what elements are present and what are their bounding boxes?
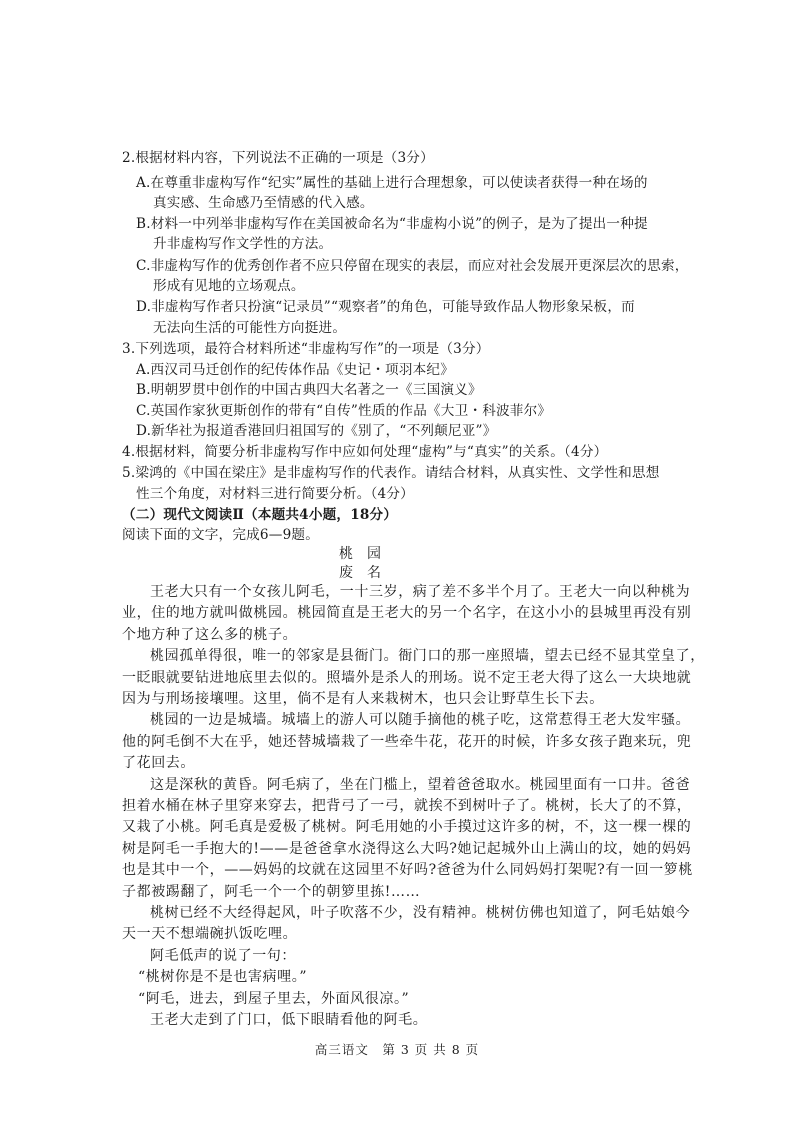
question-2-option-d-cont: 无法向生活的可能性方向挺进。 <box>153 320 347 336</box>
story-line: 又栽了小桃。阿毛真是爱极了桃树。阿毛用她的小手摸过这许多的树，不，这一棵一棵的 <box>122 819 692 836</box>
story-line: 一眨眼就要钻进地底里去似的。照墙外是杀人的刑场。说不定王老大得了这么一大块地就 <box>122 669 692 686</box>
story-line: 桃树已经不大经得起风，叶子吹落不少，没有精神。桃树仿佛也知道了，阿毛姑娘今 <box>150 905 691 921</box>
story-line: 个地方种了这么多的桃子。 <box>122 626 298 643</box>
question-4: 4.根据材料，简要分析非虚构写作中应如何处理“虚构”与“真实”的关系。（4分） <box>122 444 608 460</box>
story-line: 了花回去。 <box>122 755 195 772</box>
story-line: 子都被踢翻了，阿毛一个一个的朝箩里拣!…… <box>122 883 421 900</box>
question-2-option-c: C.非虚构写作的优秀创作者不应只停留在现实的表层，而应对社会发展开更深层次的思索， <box>136 258 689 274</box>
story-line: 阿毛低声的说了一句： <box>150 947 296 964</box>
question-2-option-a: A.在尊重非虚构写作“纪实”属性的基础上进行合理想象，可以使读者获得一种在场的 <box>136 175 648 191</box>
story-quote-line: “阿毛，进去，到屋子里去，外面风很凉。” <box>138 990 410 1007</box>
question-5-cont: 性三个角度，对材料三进行简要分析。（4分） <box>136 486 414 502</box>
story-line: 担着水桶在林子里穿来穿去，把背弓了一弓，就挨不到树叶子了。桃树，长大了的不算， <box>122 798 692 814</box>
story-line: 业，住的地方就叫做桃园。桃园简直是王老大的另一个名字，在这小小的县城里再没有别 <box>122 605 692 622</box>
story-line: 桃园的一边是城墙。城墙上的游人可以随手摘他的桃子吃，这常惹得王老大发牢骚。 <box>150 712 691 729</box>
story-quote-line: “桃树你是不是也害病哩。” <box>138 969 308 986</box>
question-3-stem: 3.下列选项，最符合材料所述“非虚构写作”的一项是（3分） <box>122 341 490 357</box>
story-line: 树是阿毛一手抱大的!——是爸爸拿水浇得这么大吗?她记起城外山上满山的坟，她的妈妈 <box>122 840 692 857</box>
reading-instruction: 阅读下面的文字，完成6—9题。 <box>122 527 320 543</box>
question-5: 5.梁鸿的《中国在梁庄》是非虚构写作的代表作。请结合材料，从真实性、文学性和思想 <box>122 465 660 481</box>
question-3-option-d: D.新华社为报道香港回归祖国写的《别了，“不列颠尼亚”》 <box>136 423 497 439</box>
question-2-option-b-cont: 升非虚构写作文学性的方法。 <box>153 236 333 252</box>
story-line: 王老大只有一个女孩儿阿毛，一十三岁，病了差不多半个月了。王老大一向以种桃为 <box>150 584 691 600</box>
question-2-option-a-cont: 真实感、生命感乃至情感的代入感。 <box>153 195 374 211</box>
story-line: 王老大走到了门口，低下眼睛看他的阿毛。 <box>150 1012 428 1028</box>
section-heading: （二）现代文阅读Ⅱ（本题共4小题，18分） <box>122 507 398 523</box>
story-line: 这是深秋的黄昏。阿毛病了，坐在门槛上，望着爸爸取水。桃园里面有一口井。爸爸 <box>150 776 691 793</box>
page-footer: 高三语文 第 3 页 共 8 页 <box>314 1042 480 1058</box>
story-line: 桃园孤单得很，唯一的邻家是县衙门。衙门口的那一座照墙，望去已经不显其堂皇了， <box>150 648 705 665</box>
story-line: 天一天不想端碗扒饭吃哩。 <box>122 926 298 943</box>
story-line: 也是其中一个，——妈妈的坟就在这园里不好吗?爸爸为什么同妈妈打架呢?有一回一箩桃 <box>122 862 694 879</box>
question-2-option-c-cont: 形成有见地的立场观点。 <box>153 278 305 294</box>
question-2-option-b: B.材料一中列举非虚构写作在美国被命名为“非虚构小说”的例子，是为了提出一种提 <box>136 216 648 232</box>
story-title: 桃园 <box>339 546 395 562</box>
story-author: 废名 <box>339 565 395 581</box>
question-3-option-a: A.西汉司马迁创作的纪传体作品《史记・项羽本纪》 <box>136 362 454 378</box>
question-3-option-c: C.英国作家狄更斯创作的带有“自传”性质的作品《大卫・科波菲尔》 <box>136 403 552 419</box>
question-3-option-b: B.明朝罗贯中创作的中国古典四大名著之一《三国演义》 <box>136 382 482 398</box>
question-2-stem: 2.根据材料内容，下列说法不正确的一项是（3分） <box>122 150 434 166</box>
story-line: 因为与刑场接壤哩。这里，倘不是有人来栽树木，也只会让野草生长下去。 <box>122 691 604 707</box>
question-2-option-d: D.非虚构写作者只扮演“记录员”“观察者”的角色，可能导致作品人物形象呆板，而 <box>136 299 635 315</box>
story-line: 他的阿毛倒不大在乎，她还替城墙栽了一些牵牛花，花开的时候，许多女孩子跑来玩，兜 <box>122 733 692 750</box>
